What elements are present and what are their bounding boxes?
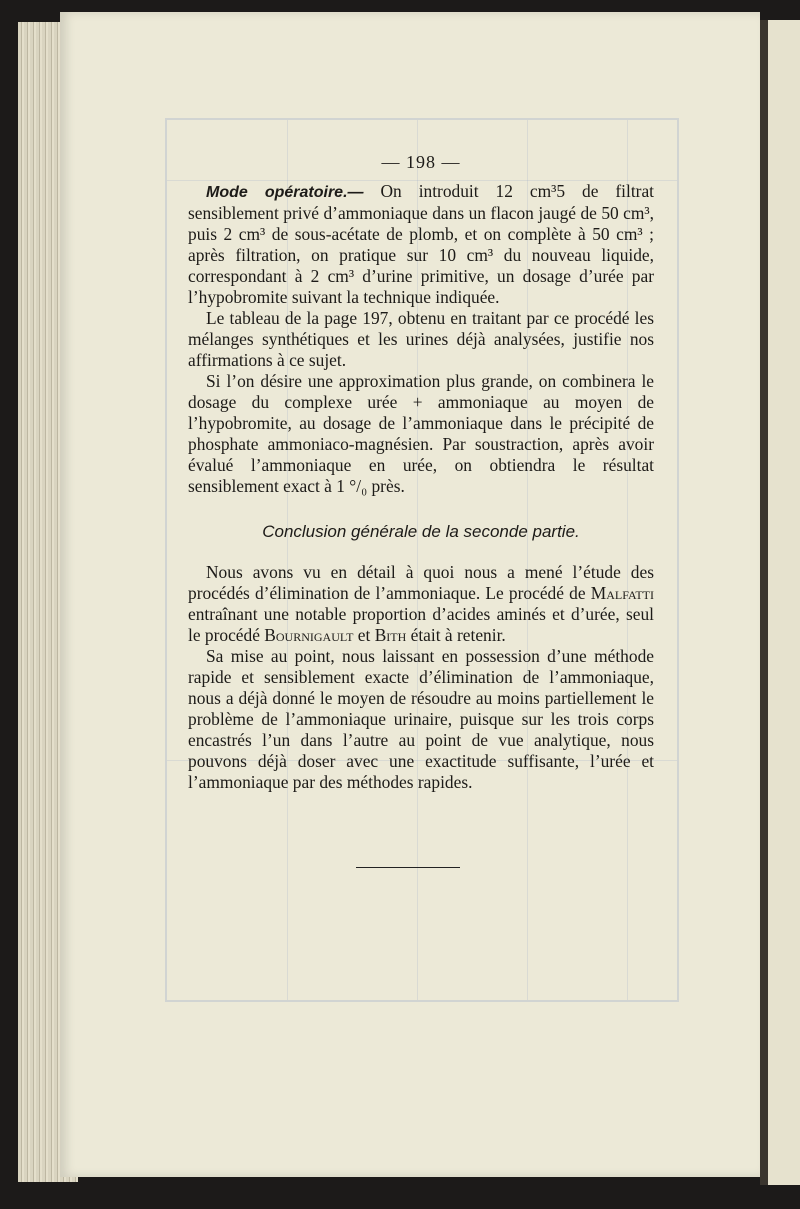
procedes-text-start: Nous avons vu en détail à quoi nous a mené l’étude des procédés d’élimination de l’ammoniaque. Le procédé de [188,562,654,603]
author-bith: Bith [374,625,407,645]
page-number: — 198 — [381,152,461,172]
author-malfatti: Malfatti [590,583,654,603]
page-text [188,152,654,868]
mode-operatoire-label: Mode opératoire.— [206,184,364,201]
end-rule [356,867,460,868]
paragraph-mise-au-point: Sa mise au point, nous laissant en possession d’une méthode rapide et sensiblement exacte d’élimination de l’ammoniaque, nous a déjà donné le moyen de résoudre au moins partiellement le problème de l’ammoniaque urinaire, puisque sur les trois corps encastrés l’un dans l’autre au point de vue analytique, nous pouvons déjà doser avec une exactitude suffisante, l’urée et l’ammoniaque par des méthodes rapides. [188,646,654,792]
procedes-text-mid: entraînant une notable proportion d’acides aminés et d’urée, seul le procédé [188,604,654,645]
paragraph-approximation: Si l’on désire une approximation plus grande, on combinera le dosage du complexe urée + ammoniaque au moyen de l’hypobromite, au dosage de l’ammoniaque dans le précipité de phosphate ammoniaco-magnésien. Par soustraction, après avoir évalué l’ammoniaque en urée, on obtiendra le résultat sensiblement exact à 1 °/₀ près. [188,371,654,496]
paragraph-tableau: Le tableau de la page 197, obtenu en traitant par ce procédé les mélanges synthétiques et les urines déjà analysées, justifie nos affirmations à ce sujet. [188,308,654,370]
section-heading: Conclusion générale de la seconde partie. [262,522,580,541]
author-bournigault: Bournigault [264,625,354,645]
facing-page-edge [760,20,800,1185]
procedes-text-and: et [353,625,375,645]
mode-operatoire-text: On introduit 12 cm³5 de filtrat sensiblement privé d’ammoniaque dans un flacon jaugé de 50 cm³, puis 2 cm³ de sous-acétate de plomb, et on complète à 50 cm³ ; après filtration, on pratique sur 10 cm³ du nouveau liquide, correspondant à 2 cm³ d’urine primitive, un dosage d’urée par l’hypobromite suivant la technique indiquée. [188,181,654,307]
paragraph-mode-operatoire [188,181,654,308]
procedes-text-end: était à retenir. [406,625,506,645]
paragraph-procedes [188,562,654,646]
